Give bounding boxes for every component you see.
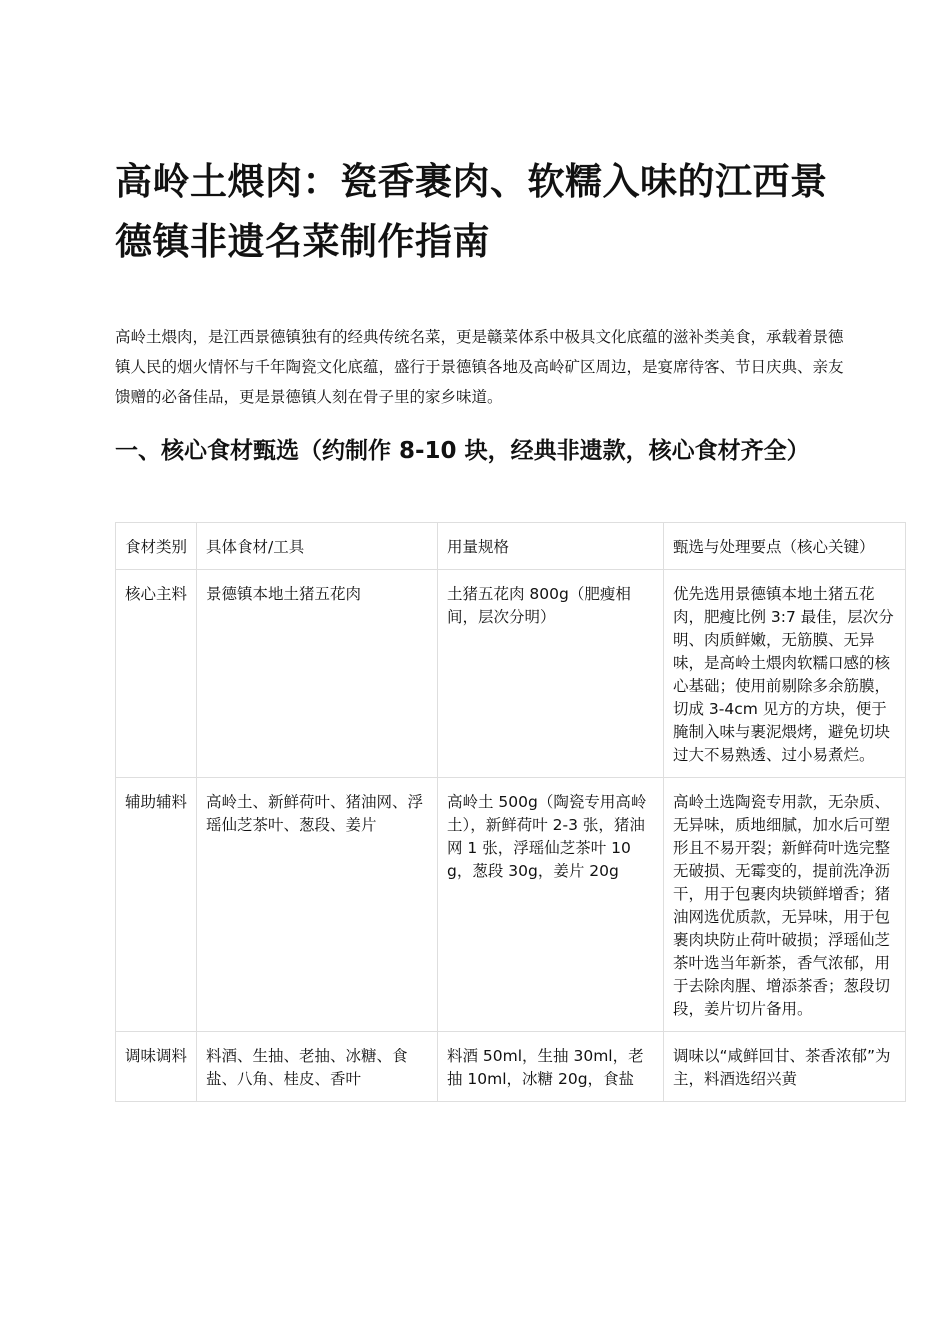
- table-header-cell: 用量规格: [438, 523, 664, 570]
- table-cell-category: 核心主料: [116, 570, 197, 778]
- table-cell-notes: 调味以“咸鲜回甘、茶香浓郁”为主，料酒选绍兴黄: [664, 1032, 906, 1102]
- table-header-row: [116, 523, 906, 570]
- table-cell-amount: 料酒 50ml，生抽 30ml，老抽 10ml，冰糖 20g，食盐: [438, 1032, 664, 1102]
- ingredients-table: [115, 522, 906, 1102]
- table-cell-category: 调味调料: [116, 1032, 197, 1102]
- table-header-cell: 食材类别: [116, 523, 197, 570]
- table-header-cell: 甄选与处理要点（核心关键）: [664, 523, 906, 570]
- table-cell-notes: 优先选用景德镇本地土猪五花肉，肥瘦比例 3:7 最佳，层次分明、肉质鲜嫩，无筋膜、无异味，是高岭土煨肉软糯口感的核心基础；使用前剔除多余筋膜，切成 3-4cm 见方的方块，便于腌制入味与裹泥煨烤，避免切块过大不易熟透、过小易煮烂。: [664, 570, 906, 778]
- table-row: [116, 778, 906, 1032]
- table-cell-notes: 高岭土选陶瓷专用款，无杂质、无异味，质地细腻，加水后可塑形且不易开裂；新鲜荷叶选完整无破损、无霉变的，提前洗净沥干，用于包裹肉块锁鲜增香；猪油网选优质款，无异味，用于包裹肉块防止荷叶破损；浮瑶仙芝茶叶选当年新茶，香气浓郁，用于去除肉腥、增添茶香；葱段切段，姜片切片备用。: [664, 778, 906, 1032]
- table-row: [116, 1032, 906, 1102]
- table-cell-amount: 高岭土 500g（陶瓷专用高岭土），新鲜荷叶 2-3 张，猪油网 1 张，浮瑶仙芝茶叶 10g，葱段 30g，姜片 20g: [438, 778, 664, 1032]
- table-row: [116, 570, 906, 778]
- table-header-cell: 具体食材/工具: [197, 523, 438, 570]
- page-bottom-margin: [0, 1225, 950, 1344]
- section-heading: 一、核心食材甄选（约制作 8-10 块，经典非遗款，核心食材齐全）: [115, 438, 810, 464]
- table-cell-amount: 土猪五花肉 800g（肥瘦相间，层次分明）: [438, 570, 664, 778]
- page-title: 高岭土煨肉：瓷香裹肉、软糯入味的江西景德镇非遗名菜制作指南: [115, 160, 828, 263]
- intro-paragraph: 高岭土煨肉，是江西景德镇独有的经典传统名菜，更是赣菜体系中极具文化底蕴的滋补类美食，承载着景德镇人民的烟火情怀与千年陶瓷文化底蕴，盛行于景德镇各地及高岭矿区周边，是宴席待客、节日庆典、亲友馈赠的必备佳品，更是景德镇人刻在骨子里的家乡味道。: [115, 328, 844, 406]
- table-cell-items: 高岭土、新鲜荷叶、猪油网、浮瑶仙芝茶叶、葱段、姜片: [197, 778, 438, 1032]
- table-cell-items: 料酒、生抽、老抽、冰糖、食盐、八角、桂皮、香叶: [197, 1032, 438, 1102]
- table-cell-category: 辅助辅料: [116, 778, 197, 1032]
- table-cell-items: 景德镇本地土猪五花肉: [197, 570, 438, 778]
